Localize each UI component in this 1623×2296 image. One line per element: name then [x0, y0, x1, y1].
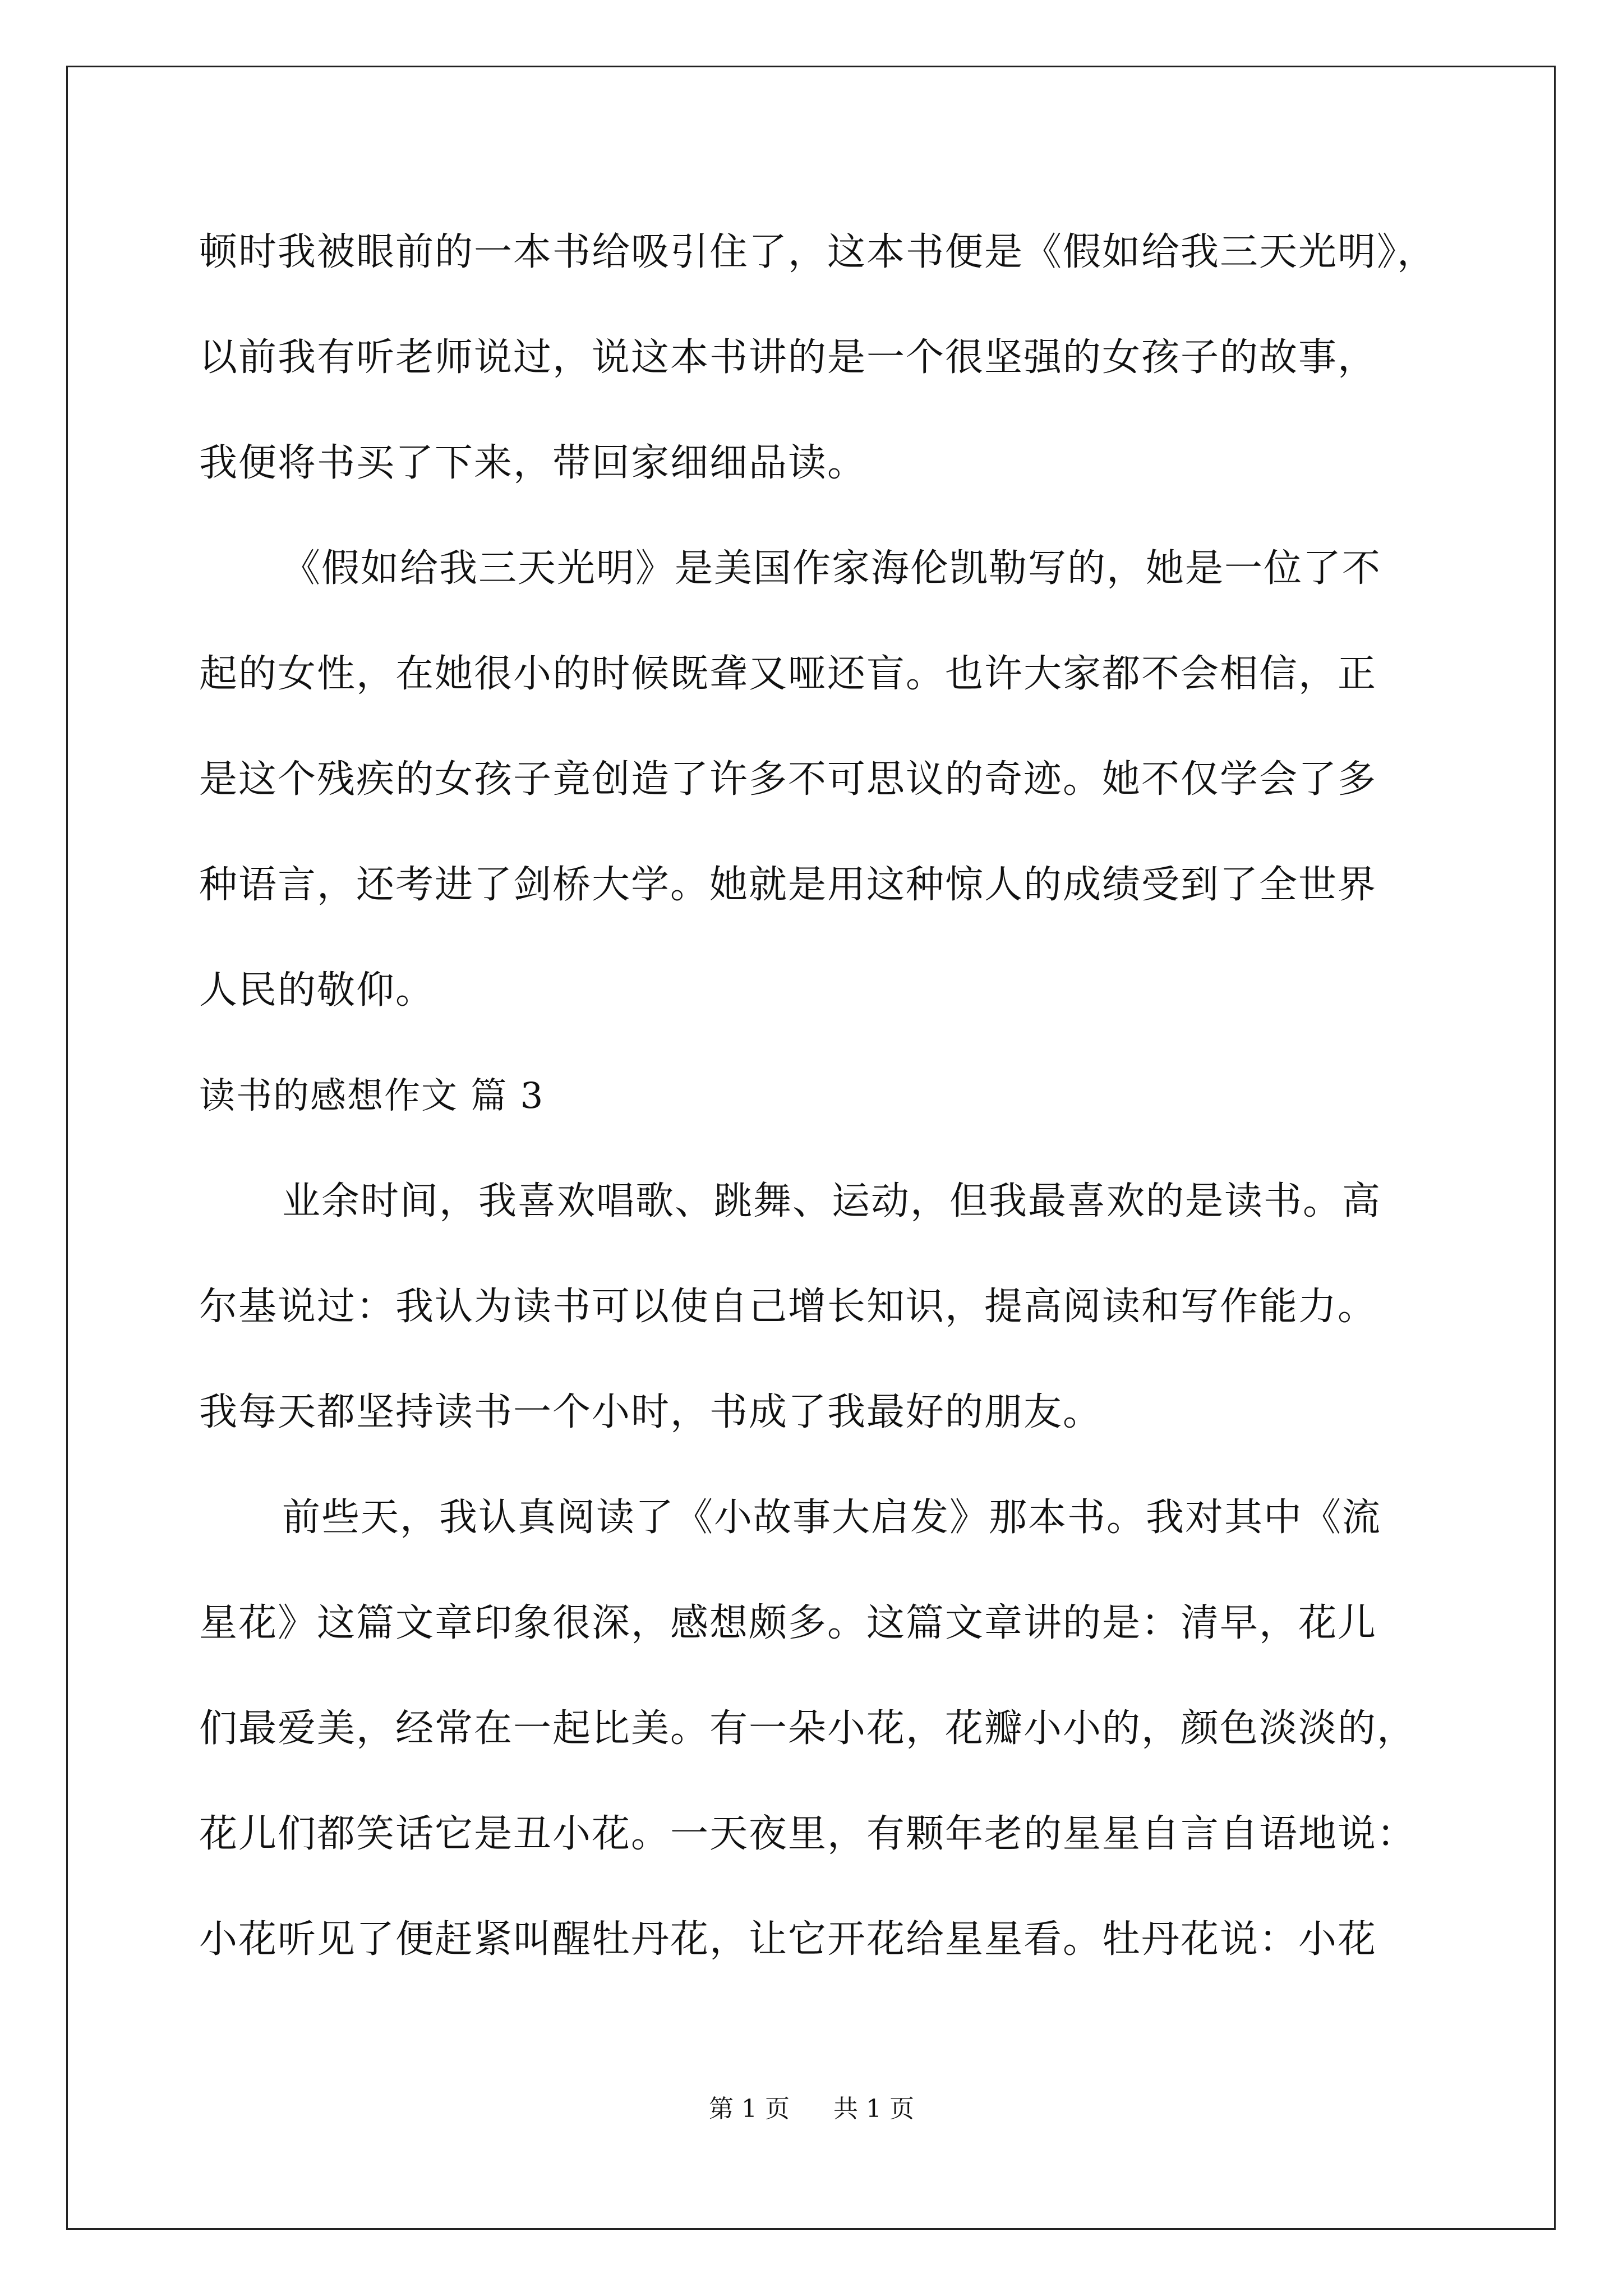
text-line: 们最爱美，经常在一起比美。有一朵小花，花瓣小小的，颜色淡淡的， [199, 1706, 1417, 1751]
text-line: 花儿们都笑话它是丑小花。一天夜里，有颗年老的星星自言自语地说： [199, 1812, 1417, 1856]
text-line: 小花听见了便赶紧叫醒牡丹花，让它开花给星星看。牡丹花说：小花 [199, 1917, 1377, 1962]
page-total: 共 1 页 [833, 2095, 914, 2123]
section-heading: 读书的感想作文 篇 3 [199, 1075, 545, 1117]
text-line: 我便将书买了下来，带回家细细品读。 [199, 441, 867, 485]
text-line: 是这个残疾的女孩子竟创造了许多不可思议的奇迹。她不仅学会了多 [199, 757, 1377, 802]
text-line: 星花》这篇文章印象很深，感想颇多。这篇文章讲的是：清早，花儿 [199, 1601, 1377, 1645]
text-line: 业余时间，我喜欢唱歌、跳舞、运动，但我最喜欢的是读书。高 [282, 1179, 1382, 1223]
page-number: 第 1 页 [709, 2095, 790, 2123]
text-line: 前些天，我认真阅读了《小故事大启发》那本书。我对其中《流 [282, 1496, 1382, 1540]
text-line: 以前我有听老师说过，说这本书讲的是一个很坚强的女孩子的故事， [199, 335, 1377, 380]
page-footer [0, 2092, 1623, 2126]
text-line: 《假如给我三天光明》是美国作家海伦凯勒写的，她是一位了不 [282, 546, 1382, 591]
text-line: 尔基说过：我认为读书可以使自己增长知识，提高阅读和写作能力。 [199, 1285, 1377, 1329]
text-line: 我每天都坚持读书一个小时，书成了我最好的朋友。 [199, 1390, 1103, 1434]
text-line: 人民的敬仰。 [199, 968, 435, 1013]
text-line: 种语言，还考进了剑桥大学。她就是用这种惊人的成绩受到了全世界 [199, 863, 1377, 907]
text-line: 起的女性，在她很小的时候既聋又哑还盲。也许大家都不会相信，正 [199, 652, 1377, 696]
text-line: 顿时我被眼前的一本书给吸引住了，这本书便是《假如给我三天光明》， [199, 230, 1437, 274]
document-body [199, 213, 1437, 2006]
